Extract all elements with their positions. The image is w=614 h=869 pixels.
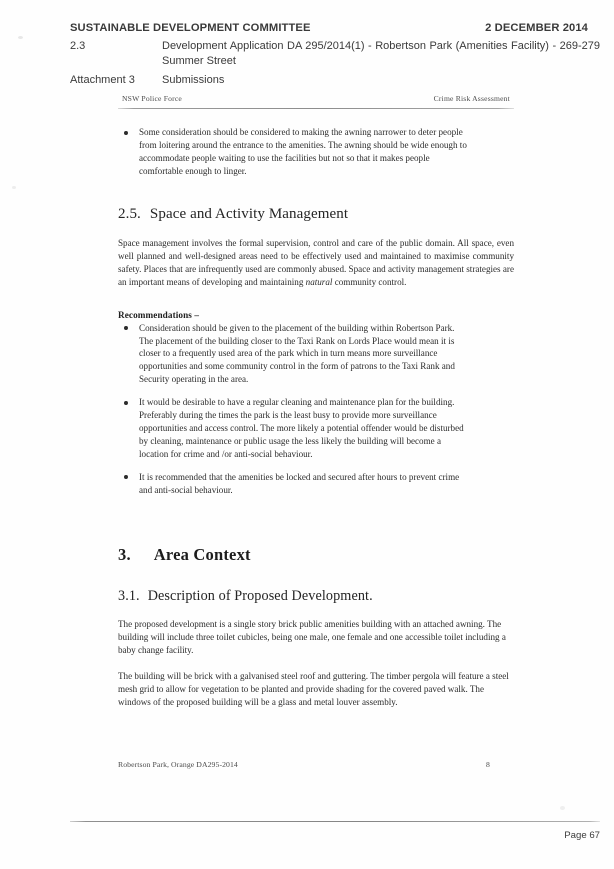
- section-heading-3: [118, 543, 514, 566]
- section-title: Space and Activity Management: [149, 205, 349, 222]
- list-item: It would be desirable to have a regular cleaning and maintenance plan for the building. Preferably during the times the park is the least busy to provide more surveillance opportunities and access control. The more likely a potential offender would be disturbed by cleaning, maintenance or public usage the less likely the building will become a location for crime and /or anti-social behaviour.: [118, 396, 470, 461]
- scan-speckle: [12, 186, 16, 189]
- agenda-item-number: 2.3: [70, 40, 86, 52]
- agenda-attachment-row: [70, 73, 600, 88]
- agenda-item-row: [70, 39, 600, 69]
- report-head-left: NSW Police Force: [122, 94, 183, 103]
- scanned-report: [118, 94, 514, 709]
- agenda-item-title: Development Application DA 295/2014(1) - Robertson Park (Amenities Facility) - 269-279 Summer Street: [162, 40, 600, 68]
- intro-bullet-list: [118, 126, 470, 178]
- recommendations-list: [118, 322, 470, 497]
- report-page-number: 8: [486, 760, 490, 769]
- scan-speckle: [560, 806, 565, 810]
- section-title: Description of Proposed Development.: [147, 587, 373, 604]
- section-number: 3.: [118, 544, 131, 564]
- list-item: Some consideration should be considered to making the awning narrower to deter people from loitering around the entrance to the amenities. The awning should be wide enough to accommodate people waiting to use the facilities but not so that it makes people comfortable enough to linger.: [118, 126, 470, 178]
- paragraph-text-part-2: community control.: [332, 277, 407, 288]
- scan-speckle: [18, 36, 23, 39]
- committee-name: SUSTAINABLE DEVELOPMENT COMMITTEE: [70, 22, 311, 34]
- attachment-label: Attachment 3: [70, 74, 135, 87]
- list-item: It is recommended that the amenities be locked and secured after hours to prevent crime and anti-social behaviour.: [118, 471, 470, 497]
- agenda-header: [70, 22, 600, 89]
- section-heading-3-1: [118, 586, 514, 606]
- section-number: 3.1.: [118, 587, 140, 604]
- page-footer-divider: [70, 821, 600, 822]
- paragraph-text-part-1: Space management involves the formal supervision, control and care of the public domain. All space, even well planned and well-designed areas need to be effectively used and maintained to maximise community safety. Places that are infrequently used are commonly abused. Space and activity management strategies are an important means of developing and maintaining: [118, 237, 514, 288]
- section-2-5-paragraph: [118, 237, 514, 290]
- page-footer-number: Page 67: [564, 830, 600, 841]
- report-head-divider: [118, 108, 514, 109]
- section-3-1-paragraph: The building will be brick with a galvanised steel roof and guttering. The timber pergola will feature a steel mesh grid to allow for vegetation to be planted and provide shading for the covered paved walk. The windows of the proposed building will be a glass and metal louver assembly.: [118, 670, 509, 707]
- agenda-title-row: [70, 22, 600, 34]
- report-running-head: [118, 94, 514, 103]
- paragraph-emphasis: natural: [305, 277, 333, 288]
- report-footer: [118, 760, 514, 769]
- attachment-value: Submissions: [162, 74, 225, 87]
- section-3-1-paragraph: The proposed development is a single story brick public amenities building with an attached awning. The building will include three toilet cubicles, being one male, one female and one accessible toilet including a baby change facility.: [118, 619, 506, 656]
- report-body: [118, 126, 514, 709]
- report-head-right: Crime Risk Assessment: [433, 94, 510, 103]
- report-footer-reference: Robertson Park, Orange DA295-2014: [118, 760, 238, 769]
- meeting-date: 2 DECEMBER 2014: [485, 22, 588, 34]
- section-heading-2-5: [118, 204, 514, 225]
- section-title: Area Context: [153, 544, 251, 564]
- list-item: Consideration should be given to the placement of the building within Robertson Park. The placement of the building closer to the Taxi Rank on Lords Place would mean it is closer to a frequently used area of the park which in turn means more surveillance opportunities and some community control in the form of patrons to the Taxi Rank and Security operating in the area.: [118, 322, 470, 387]
- section-number: 2.5.: [118, 205, 141, 222]
- recommendations-heading: Recommendations –: [118, 309, 200, 320]
